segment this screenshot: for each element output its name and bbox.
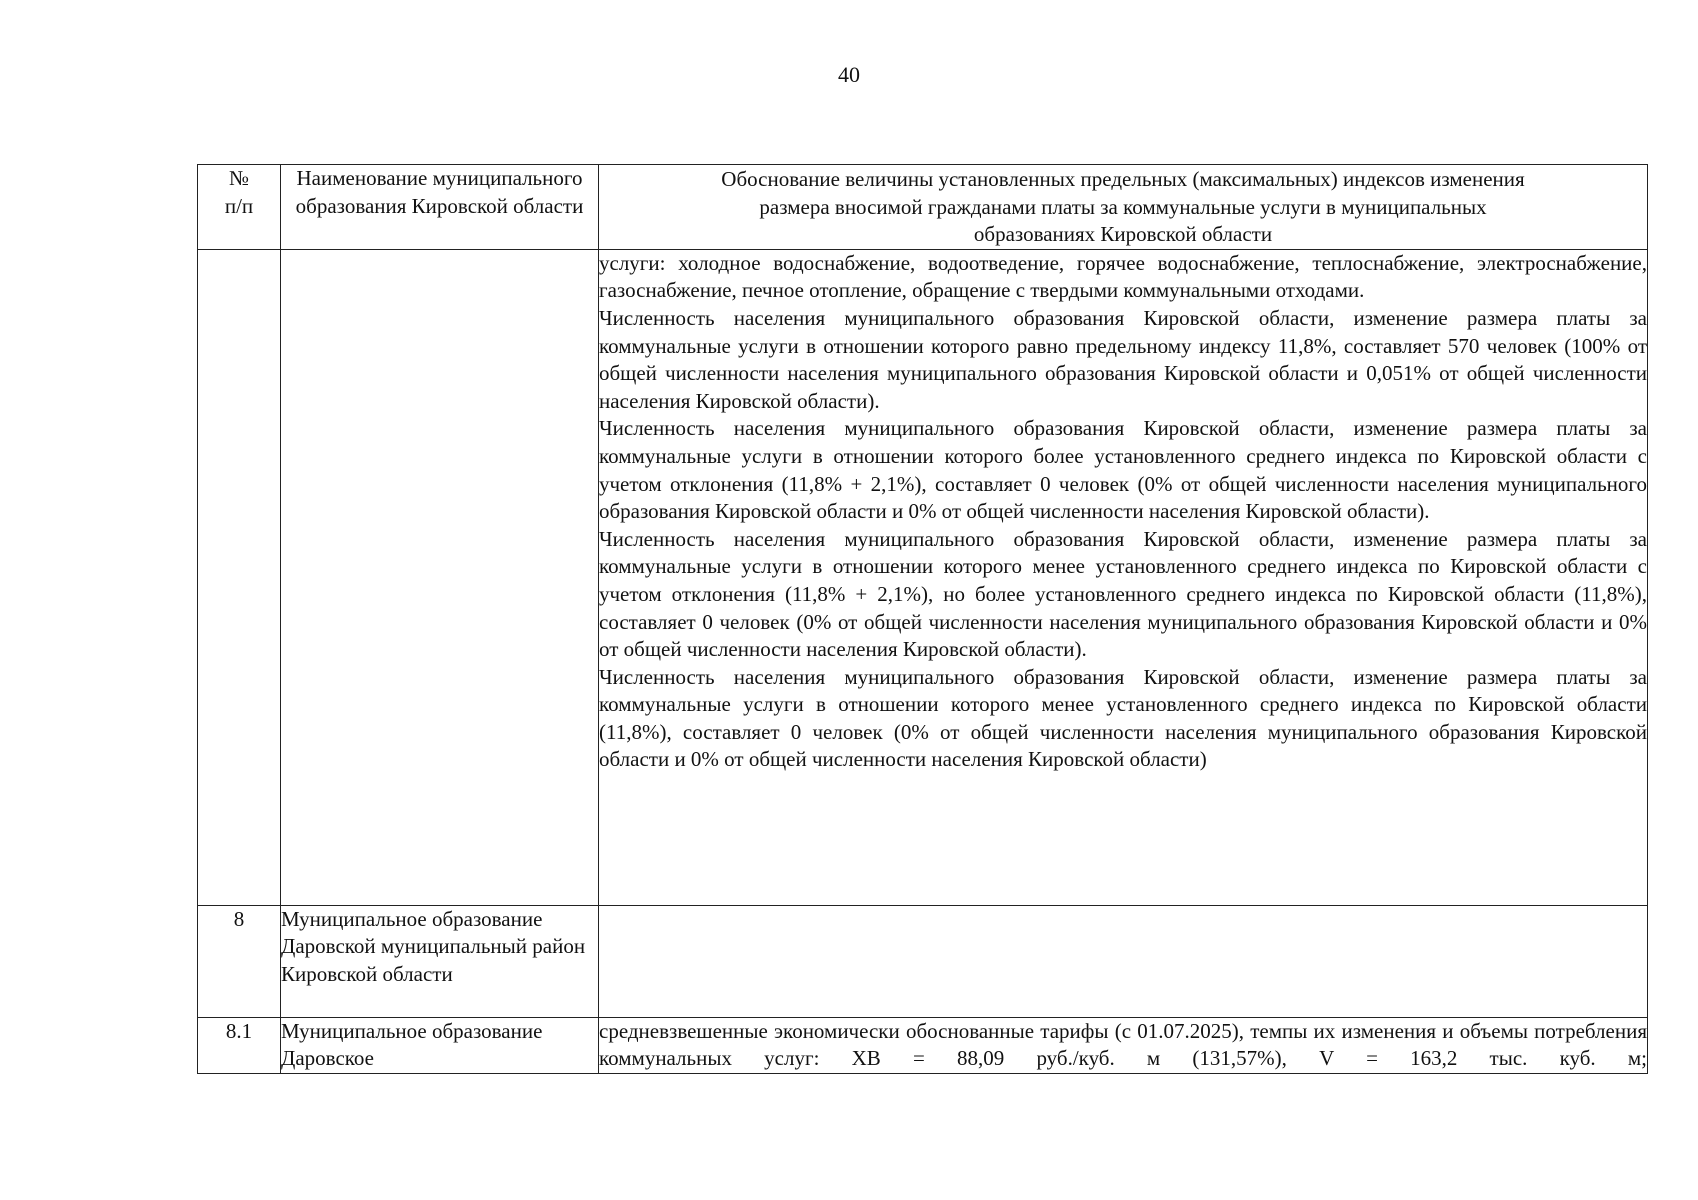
paragraph: Численность населения муниципального образования Кировской области, изменение размера платы за коммунальные услуги в отношении которого равно предельному индексу 11,8%, составляет 570 человек (100% от общей численности населения муниципального образования Кировской области и 0,051% от общей численности населения Кировской области). [599,305,1647,413]
paragraph: Численность населения муниципального образования Кировской области, изменение размера платы за коммунальные услуги в отношении которого менее установленного среднего индекса по Кировской области (11,8%), составляет 0 человек (0% от общей численности населения муниципального образования Кировской области и 0% от общей численности населения Кировской области) [599,664,1647,772]
header-justification: Обоснование величины установленных предельных (максимальных) индексов изменения размера вносимой гражданами платы за коммунальные услуги в муниципальных образованиях Кировской области [599,165,1648,250]
row-name [281,1017,599,1073]
row-justification [599,249,1648,905]
header-number: № п/п [198,165,281,250]
row-number: 8.1 [198,1017,281,1073]
row-name: Муниципальное образование Даровской муниципальный район Кировской области [281,905,599,1017]
page-number: 40 [838,62,860,87]
table-header-row [198,165,1648,250]
tariff-index-table [197,164,1648,1074]
row-number: 8 [198,905,281,1017]
row-justification [599,1017,1648,1073]
row-name [281,249,599,905]
table-row [198,249,1648,905]
paragraph: средневзвешенные экономически обоснованные тарифы (с 01.07.2025), темпы их изменения и объемы потребления коммунальных услуг: ХВ = 88,09 руб./куб. м (131,57%), V = 163,2 тыс. куб. м; [599,1018,1647,1071]
table-row [198,905,1648,1017]
paragraph: услуги: холодное водоснабжение, водоотведение, горячее водоснабжение, теплоснабжение, электроснабжение, газоснабжение, печное отопление, обращение с твердыми коммунальными отходами. [599,250,1647,303]
paragraph: Численность населения муниципального образования Кировской области, изменение размера платы за коммунальные услуги в отношении которого более установленного среднего индекса по Кировской области с учетом отклонения (11,8% + 2,1%), составляет 0 человек (0% от общей численности населения муниципального образования Кировской области и 0% от общей численности населения Кировской области). [599,416,1647,524]
table-row [198,1017,1648,1073]
row-name-text: Муниципальное образование Даровское [281,1018,543,1071]
row-justification [599,905,1648,1017]
header-name: Наименование муниципального образования Кировской области [281,165,599,250]
row-number [198,249,281,905]
paragraph: Численность населения муниципального образования Кировской области, изменение размера платы за коммунальные услуги в отношении которого менее установленного среднего индекса по Кировской области с учетом отклонения (11,8% + 2,1%), но более установленного среднего индекса по Кировской области (11,8%), составляет 0 человек (0% от общей численности населения муниципального образования Кировской области и 0% от общей численности населения Кировской области). [599,526,1647,662]
